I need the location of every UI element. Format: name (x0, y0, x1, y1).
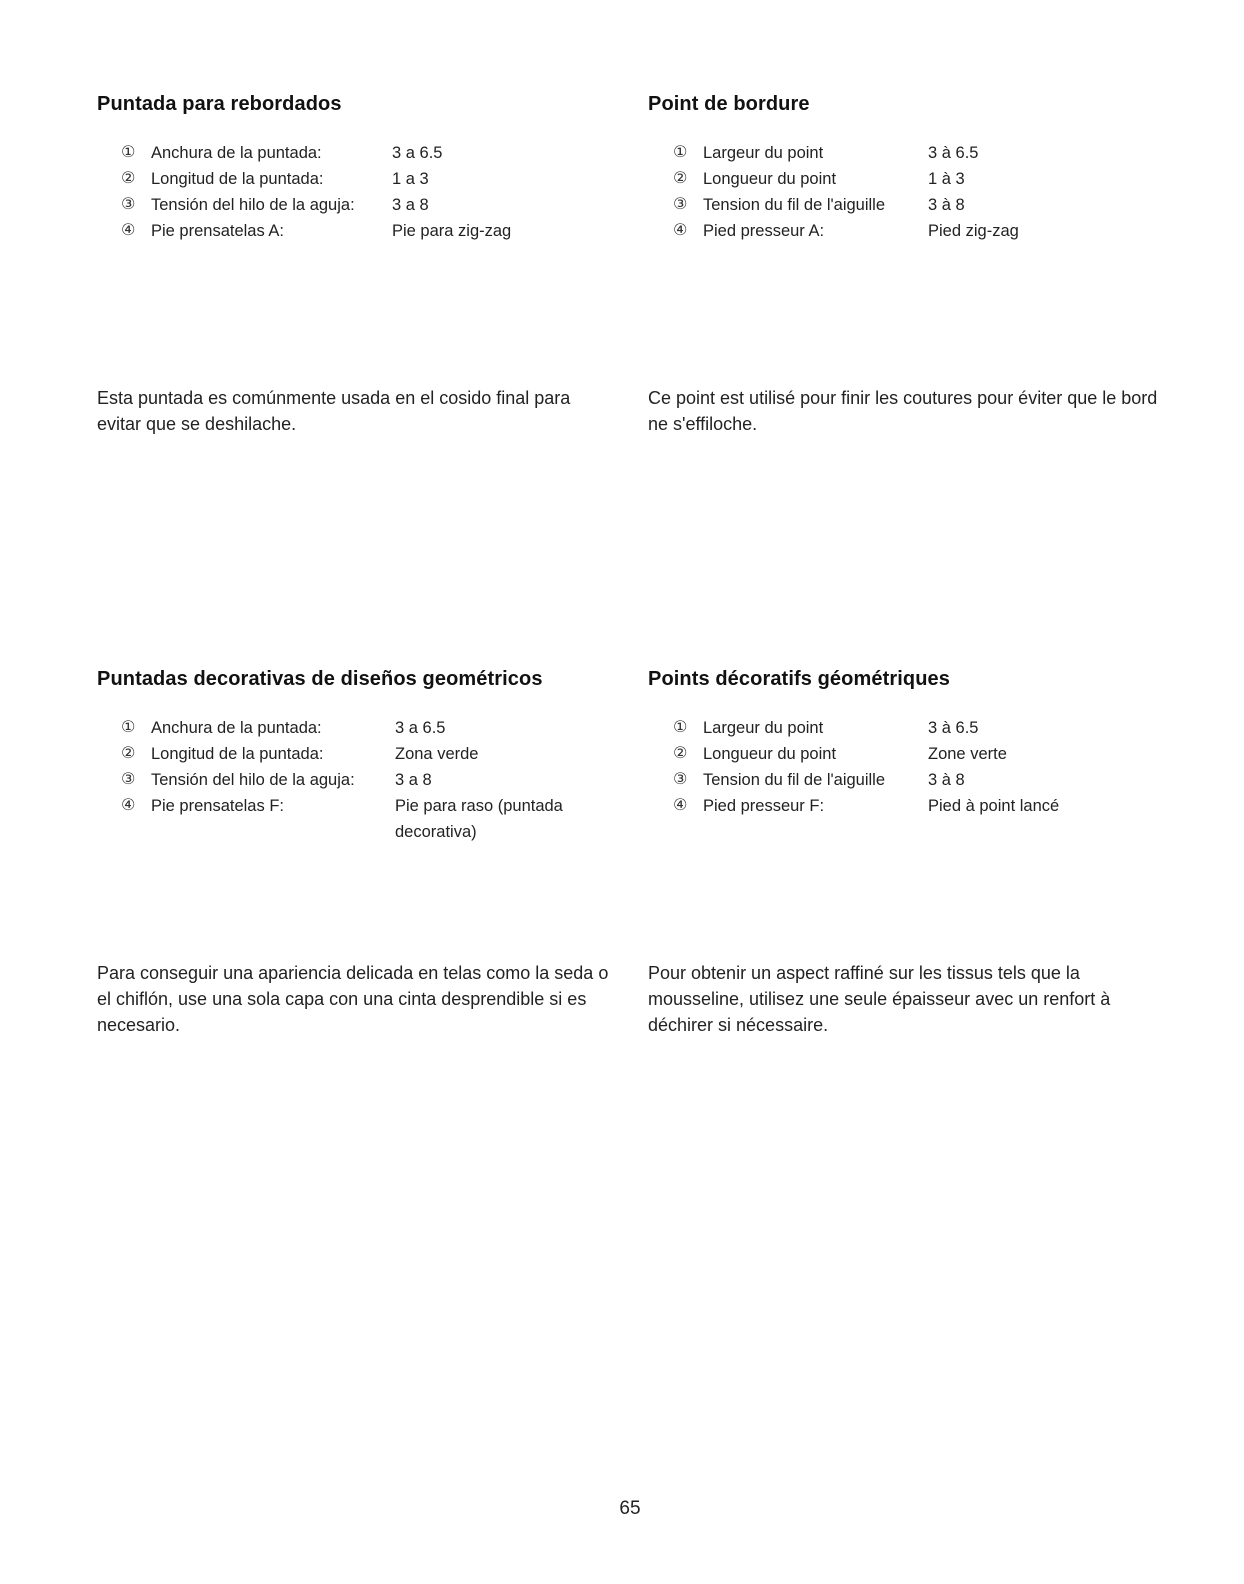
spec-row-presser-foot (121, 793, 601, 845)
spec-label: Pie prensatelas F: (151, 797, 284, 815)
spec-value: Zone verte (928, 745, 1007, 763)
spec-value: 3 à 8 (928, 196, 965, 214)
circled-number-1: ① (121, 144, 136, 161)
spec-label: Tension du fil de l'aiguille (703, 771, 886, 789)
spec-value: 3 à 6.5 (928, 144, 979, 162)
circled-number-2: ② (121, 170, 136, 187)
circled-number-2: ② (673, 170, 688, 187)
spec-list-puntada-rebordados (121, 140, 561, 244)
spec-row-presser-foot (673, 218, 1113, 244)
spec-label: Pied presseur A: (703, 222, 825, 240)
page-number: 65 (619, 1498, 641, 1519)
spec-label: Pie prensatelas A: (151, 222, 284, 240)
spec-value: 3 a 6.5 (395, 719, 446, 737)
spec-label: Longueur du point (703, 170, 837, 188)
spec-value: 3 a 8 (395, 771, 432, 789)
spec-value: Zona verde (395, 745, 479, 763)
spec-row-length (121, 741, 601, 767)
spec-list-points-decoratifs (673, 715, 1133, 819)
spec-label: Tension du fil de l'aiguille (703, 196, 886, 214)
circled-number-1: ① (121, 719, 136, 736)
paragraph-point-de-bordure: Ce point est utilisé pour finir les coutures pour éviter que le bord ne s'effiloche. (648, 388, 1158, 434)
circled-number-1: ① (673, 719, 688, 736)
spec-list-puntadas-decorativas (121, 715, 601, 845)
spec-row-width (673, 715, 1133, 741)
spec-row-tension (121, 192, 561, 218)
spec-row-width (121, 715, 601, 741)
spec-row-width (673, 140, 1113, 166)
spec-label: Tensión del hilo de la aguja: (151, 771, 355, 789)
spec-row-width (121, 140, 561, 166)
spec-value: Pied à point lancé (928, 797, 1060, 815)
spec-label: Largeur du point (703, 719, 824, 737)
paragraph-puntada-rebordados: Esta puntada es comúnmente usada en el cosido final para evitar que se deshilache. (97, 388, 571, 434)
spec-row-tension (673, 767, 1133, 793)
circled-number-3: ③ (121, 196, 136, 213)
spec-list-point-de-bordure (673, 140, 1113, 244)
spec-value: 1 a 3 (392, 170, 429, 188)
spec-value: Pied zig-zag (928, 222, 1019, 240)
circled-number-4: ④ (121, 222, 136, 239)
spec-label: Pied presseur F: (703, 797, 825, 815)
paragraph-puntadas-decorativas: Para conseguir una apariencia delicada en telas como la seda o el chiflón, use una sola capa con una cinta desprendible si es necesario. (97, 963, 609, 1035)
spec-row-tension (673, 192, 1113, 218)
spec-value: Pie para zig-zag (392, 222, 512, 240)
section-title-points-decoratifs: Points décoratifs géométriques (648, 668, 950, 690)
circled-number-3: ③ (673, 196, 688, 213)
spec-row-presser-foot (121, 218, 561, 244)
spec-value: 3 a 8 (392, 196, 429, 214)
spec-label: Longitud de la puntada: (151, 170, 324, 188)
spec-label: Largeur du point (703, 144, 824, 162)
circled-number-1: ① (673, 144, 688, 161)
circled-number-4: ④ (673, 222, 688, 239)
spec-value: 3 à 6.5 (928, 719, 979, 737)
spec-label: Anchura de la puntada: (151, 719, 322, 737)
circled-number-4: ④ (121, 797, 136, 814)
circled-number-2: ② (121, 745, 136, 762)
spec-row-length (673, 741, 1133, 767)
section-title-point-de-bordure: Point de bordure (648, 93, 810, 115)
spec-label: Tensión del hilo de la aguja: (151, 196, 355, 214)
spec-value: 3 à 8 (928, 771, 965, 789)
paragraph-points-decoratifs: Pour obtenir un aspect raffiné sur les tissus tels que la mousseline, utilisez une seule épaisseur avec un renfort à déchirer si nécessaire. (648, 963, 1111, 1035)
spec-label: Longueur du point (703, 745, 837, 763)
spec-row-length (121, 166, 561, 192)
section-title-puntada-rebordados: Puntada para rebordados (97, 93, 342, 115)
spec-label: Anchura de la puntada: (151, 144, 322, 162)
circled-number-3: ③ (673, 771, 688, 788)
circled-number-4: ④ (673, 797, 688, 814)
spec-row-length (673, 166, 1113, 192)
spec-row-tension (121, 767, 601, 793)
circled-number-2: ② (673, 745, 688, 762)
spec-value: Pie para raso (puntada decorativa) (395, 797, 563, 841)
section-title-puntadas-decorativas: Puntadas decorativas de diseños geométricos (97, 668, 543, 690)
circled-number-3: ③ (121, 771, 136, 788)
spec-value: 3 a 6.5 (392, 144, 443, 162)
spec-value: 1 à 3 (928, 170, 965, 188)
spec-row-presser-foot (673, 793, 1133, 819)
spec-label: Longitud de la puntada: (151, 745, 324, 763)
